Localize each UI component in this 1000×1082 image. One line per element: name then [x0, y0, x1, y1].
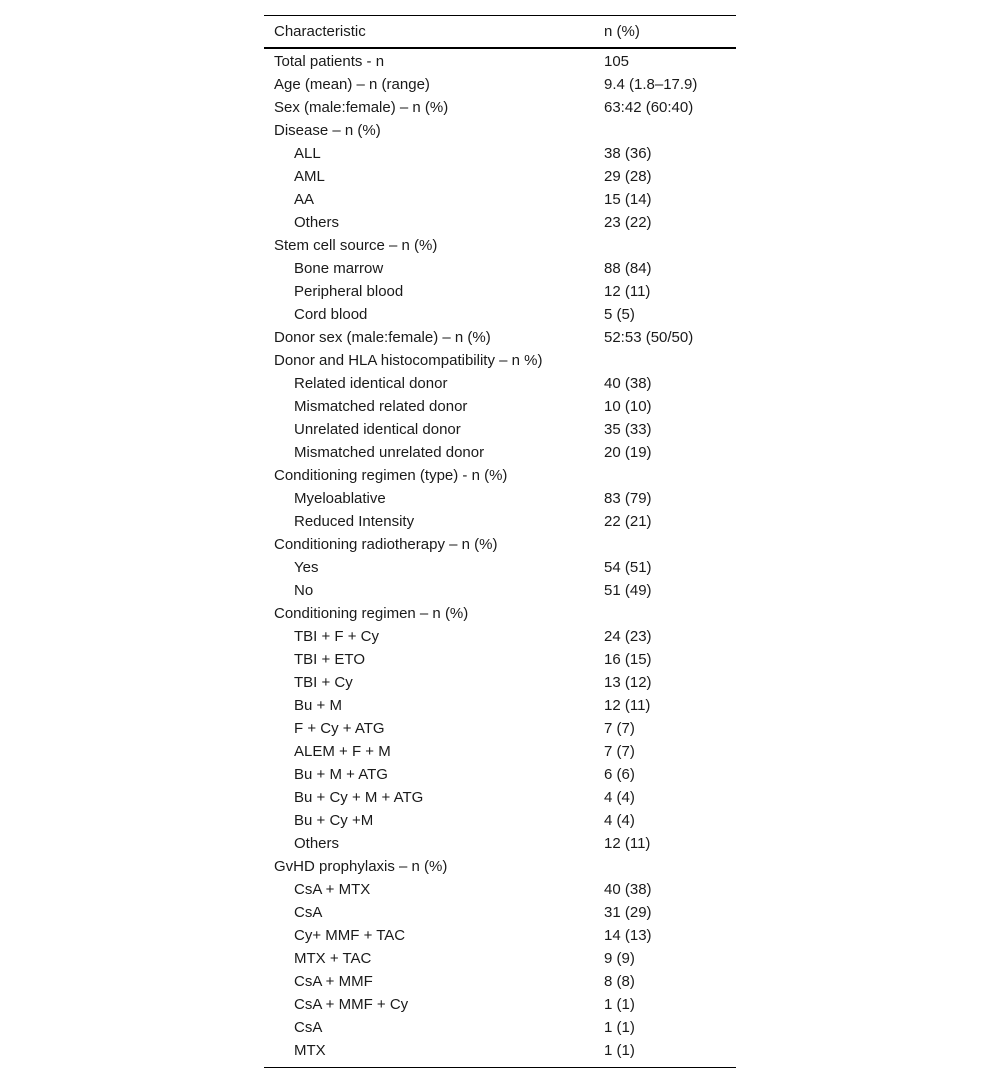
row-value: 12 (11): [604, 283, 651, 300]
row-label: Bone marrow: [294, 260, 384, 277]
row-value: 20 (19): [604, 444, 652, 461]
row-label: MTX + TAC: [294, 950, 372, 967]
table-row: [264, 579, 736, 602]
table-section-row: [264, 533, 736, 556]
row-value: 1 (1): [604, 1019, 635, 1036]
table-row: [264, 142, 736, 165]
table-row: [264, 280, 736, 303]
header-row: [264, 16, 736, 49]
table-row: [264, 625, 736, 648]
row-value: 35 (33): [604, 421, 652, 438]
section-heading: GvHD prophylaxis – n (%): [274, 858, 448, 875]
table-row: [264, 487, 736, 510]
row-value: 52:53 (50/50): [604, 329, 694, 346]
table-row: [264, 188, 736, 211]
row-label: TBI + ETO: [294, 651, 365, 668]
row-label: Bu + Cy +M: [294, 812, 374, 829]
row-value: 12 (11): [604, 835, 651, 852]
row-label: Mismatched related donor: [294, 398, 468, 415]
table-row: [264, 165, 736, 188]
table-section-row: [264, 464, 736, 487]
characteristics-table-container: [264, 15, 736, 1068]
table-row: [264, 73, 736, 96]
row-value: 6 (6): [604, 766, 635, 783]
table-row: [264, 970, 736, 993]
row-label: Mismatched unrelated donor: [294, 444, 485, 461]
row-label: Unrelated identical donor: [294, 421, 461, 438]
section-heading: Disease – n (%): [274, 122, 381, 139]
row-label: CsA + MMF: [294, 973, 373, 990]
row-value: 22 (21): [604, 513, 652, 530]
row-value: 4 (4): [604, 812, 635, 829]
row-value: 7 (7): [604, 743, 635, 760]
row-value: 54 (51): [604, 559, 652, 576]
header-n-percent: n (%): [604, 23, 640, 40]
row-label: Yes: [294, 559, 319, 576]
row-value: 63:42 (60:40): [604, 99, 694, 116]
row-label: Sex (male:female) – n (%): [274, 99, 449, 116]
table-row: [264, 947, 736, 970]
table-section-row: [264, 602, 736, 625]
table-row: [264, 740, 736, 763]
row-value: 40 (38): [604, 375, 652, 392]
table-row: [264, 418, 736, 441]
row-label: Related identical donor: [294, 375, 448, 392]
table-section-row: [264, 234, 736, 257]
row-label: CsA: [294, 1019, 323, 1036]
row-label: Bu + M + ATG: [294, 766, 388, 783]
table-body: [264, 48, 736, 1068]
row-value: 29 (28): [604, 168, 652, 185]
row-label: Peripheral blood: [294, 283, 404, 300]
row-label: No: [294, 582, 314, 599]
table-row: [264, 901, 736, 924]
table-row: [264, 924, 736, 947]
table-row: [264, 372, 736, 395]
row-value: 24 (23): [604, 628, 652, 645]
row-label: Donor sex (male:female) – n (%): [274, 329, 491, 346]
row-value: [594, 234, 736, 257]
table-row: [264, 786, 736, 809]
row-value: 51 (49): [604, 582, 652, 599]
table-row: [264, 556, 736, 579]
row-label: CsA + MTX: [294, 881, 371, 898]
row-value: 9.4 (1.8–17.9): [604, 76, 698, 93]
table-row: [264, 694, 736, 717]
table-row: [264, 441, 736, 464]
row-value: 23 (22): [604, 214, 652, 231]
table-row: [264, 326, 736, 349]
section-heading: Conditioning radiotherapy – n (%): [274, 536, 498, 553]
row-value: 83 (79): [604, 490, 652, 507]
row-label: CsA: [294, 904, 323, 921]
table-row: [264, 1039, 736, 1068]
row-value: 12 (11): [604, 697, 651, 714]
row-label: F + Cy + ATG: [294, 720, 385, 737]
row-label: AML: [294, 168, 325, 185]
row-value: 1 (1): [604, 1042, 635, 1059]
row-value: 14 (13): [604, 927, 652, 944]
row-value: 31 (29): [604, 904, 652, 921]
table-row: [264, 993, 736, 1016]
table-row: [264, 510, 736, 533]
row-label: Bu + Cy + M + ATG: [294, 789, 424, 806]
row-value: 10 (10): [604, 398, 652, 415]
row-label: Bu + M: [294, 697, 342, 714]
table-row: [264, 1016, 736, 1039]
table-section-row: [264, 349, 736, 372]
table-row: [264, 303, 736, 326]
row-label: TBI + F + Cy: [294, 628, 380, 645]
row-label: AA: [294, 191, 315, 208]
table-row: [264, 878, 736, 901]
row-label: Cy+ MMF + TAC: [294, 927, 406, 944]
table-row: [264, 48, 736, 73]
table-section-row: [264, 119, 736, 142]
row-label: TBI + Cy: [294, 674, 353, 691]
row-label: ALL: [294, 145, 321, 162]
table-section-row: [264, 855, 736, 878]
row-value: 1 (1): [604, 996, 635, 1013]
row-value: [594, 464, 736, 487]
characteristics-table: [264, 15, 736, 1068]
row-label: Cord blood: [294, 306, 368, 323]
row-value: 13 (12): [604, 674, 652, 691]
section-heading: Stem cell source – n (%): [274, 237, 438, 254]
section-heading: Conditioning regimen – n (%): [274, 605, 469, 622]
row-value: 15 (14): [604, 191, 652, 208]
row-value: 40 (38): [604, 881, 652, 898]
header-characteristic: Characteristic: [274, 23, 366, 40]
table-row: [264, 763, 736, 786]
row-value: 16 (15): [604, 651, 652, 668]
table-row: [264, 671, 736, 694]
row-value: [594, 855, 736, 878]
row-value: 9 (9): [604, 950, 635, 967]
row-label: Total patients - n: [274, 53, 385, 70]
row-value: 105: [604, 53, 630, 70]
table-row: [264, 257, 736, 280]
row-label: Others: [294, 214, 340, 231]
table-row: [264, 96, 736, 119]
row-value: 4 (4): [604, 789, 635, 806]
table-row: [264, 648, 736, 671]
row-label: ALEM + F + M: [294, 743, 391, 760]
section-heading: Donor and HLA histocompatibility – n %): [274, 352, 543, 369]
row-value: [594, 119, 736, 142]
row-label: Reduced Intensity: [294, 513, 415, 530]
row-value: [594, 349, 736, 372]
row-label: MTX: [294, 1042, 326, 1059]
table-row: [264, 395, 736, 418]
row-value: 88 (84): [604, 260, 652, 277]
row-label: Others: [294, 835, 340, 852]
row-label: CsA + MMF + Cy: [294, 996, 409, 1013]
table-header: [264, 16, 736, 49]
table-row: [264, 211, 736, 234]
table-row: [264, 809, 736, 832]
row-value: 5 (5): [604, 306, 635, 323]
row-value: [594, 602, 736, 625]
table-row: [264, 832, 736, 855]
row-value: 8 (8): [604, 973, 635, 990]
row-label: Myeloablative: [294, 490, 386, 507]
row-value: 7 (7): [604, 720, 635, 737]
row-label: Age (mean) – n (range): [274, 76, 430, 93]
table-row: [264, 717, 736, 740]
section-heading: Conditioning regimen (type) - n (%): [274, 467, 508, 484]
row-value: [594, 533, 736, 556]
row-value: 38 (36): [604, 145, 652, 162]
